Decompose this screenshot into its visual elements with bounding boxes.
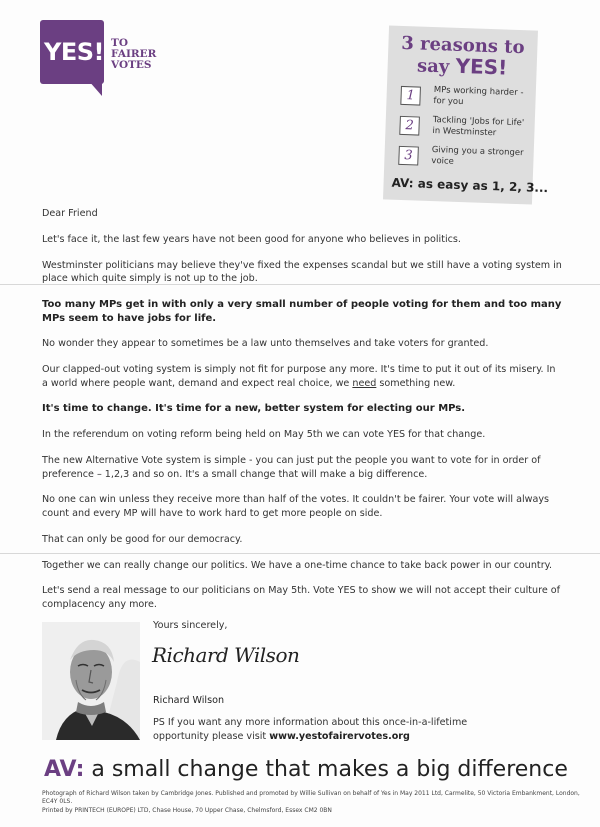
tagline: [44, 757, 568, 782]
letter-body: [42, 207, 562, 624]
postscript-text: PS If you want any more information about this once-in-a-lifetime opportunity please visit: [153, 717, 468, 742]
reasons-av-line: AV: as easy as 1, 2, 3...: [391, 175, 549, 196]
reason-item: [398, 144, 529, 177]
yes-logo-speech-tail: [88, 80, 102, 96]
reason-number-box: 1: [400, 86, 421, 106]
logo-tagline-line: FAIRER: [111, 48, 157, 60]
reasons-title: [387, 32, 537, 80]
letter-paragraph: That can only be good for our democracy.: [42, 533, 243, 545]
signatory-name: Richard Wilson: [153, 695, 225, 706]
reason-number-box: 2: [399, 116, 420, 136]
reasons-box: [383, 25, 549, 204]
closing-text: Yours sincerely,: [153, 620, 228, 631]
letter-paragraph: In the referendum on voting reform being held on May 5th we can vote YES for that change.: [42, 429, 486, 441]
letter-paragraph: [42, 363, 562, 390]
website-link[interactable]: www.yestofairervotes.org: [269, 730, 410, 742]
imprint-line: Photograph of Richard Wilson taken by Cambridge Jones. Published and promoted by Willie Sullivan on behalf of Yes in May 2011 Ltd, Carmelite, 50 Victoria Embankment, London, EC4Y 0LS.: [42, 790, 580, 806]
reason-item: [399, 114, 530, 147]
postscript: [153, 716, 483, 743]
reason-text: Giving you a stronger voice: [431, 145, 524, 167]
letter-paragraph: No wonder they appear to sometimes be a law unto themselves and take voters for granted.: [42, 338, 489, 350]
handwritten-signature: Richard Wilson: [152, 643, 300, 667]
reason-item: [400, 84, 531, 117]
letter-paragraph: No one can win unless they receive more than half of the votes. It couldn't be fairer. Your vote will always count and every MP will have to work hard to get more people on side.: [42, 494, 550, 519]
letter-text: Our clapped-out voting system is simply not fit for purpose any more. It's time to put it out of its misery. In a world where people want, demand and expect real choice, we: [42, 364, 556, 389]
letter-paragraph: Let's send a real message to our politicians on May 5th. Vote YES to show we will not accept their culture of complacency any more.: [42, 585, 561, 610]
reasons-title-prefix: say: [416, 55, 456, 78]
letter-paragraph-bold: It's time to change. It's time for a new, better system for electing our MPs.: [42, 403, 466, 415]
reason-number-box: 3: [398, 146, 419, 166]
letter-text: something new.: [376, 377, 456, 389]
tagline-text: a small change that makes a big difference: [84, 757, 568, 782]
letter-paragraph: Together we can really change our politics. We have a one-time chance to take back power in our country.: [42, 559, 552, 571]
reason-text: Tackling 'Jobs for Life' in Westminster: [432, 115, 525, 138]
logo-tagline-line: TO: [111, 37, 128, 49]
logo-tagline: [111, 38, 156, 71]
yes-logo-text: YES!: [44, 38, 105, 66]
tagline-av: AV:: [44, 757, 85, 782]
reason-text: MPs working harder - for you: [433, 85, 524, 107]
portrait-photo: [42, 622, 140, 740]
logo-tagline-line: VOTES: [111, 59, 152, 71]
letter-paragraph: Let's face it, the last few years have not been good for anyone who believes in politics.: [42, 233, 461, 245]
imprint-line: Printed by PRINTECH (EUROPE) LTD, Chase House, 70 Upper Chase, Chelmsford, Essex CM2 0BN: [42, 806, 332, 814]
letter-paragraph: Westminster politicians may believe they've fixed the expenses scandal but we still have a voting system in place which quite simply is not up to the job.: [42, 259, 562, 285]
letter-underlined-word: need: [352, 377, 377, 389]
letter-paragraph-bold: Too many MPs get in with only a very small number of people voting for them and too many MPs seem to have jobs for life.: [42, 298, 562, 324]
reasons-title-yes: YES!: [455, 53, 508, 80]
imprint-footer: [42, 790, 582, 815]
letter-paragraph: The new Alternative Vote system is simple - you can just put the people you want to vote for in order of preference – 1,2,3 and so on. It's a small change that will make a big difference.: [42, 455, 541, 480]
letter-greeting: Dear Friend: [42, 208, 98, 219]
reasons-title-line: 3 reasons to: [400, 32, 525, 59]
